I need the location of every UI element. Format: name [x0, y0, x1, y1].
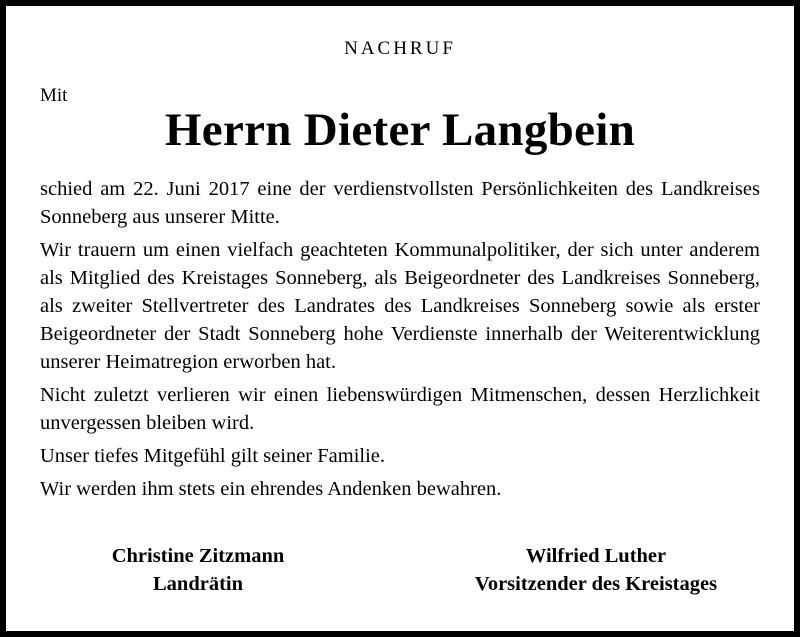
signature-left: [70, 542, 326, 598]
signatory-title: Landrätin: [153, 573, 243, 595]
paragraph-death: schied am 22. Juni 2017 eine der verdienstvollsten Persönlichkeiten des Landkreises Sonneberg aus unserer Mitte.: [40, 178, 760, 228]
signatory-name: Christine Zitzmann: [111, 545, 285, 567]
paragraph-personal: Nicht zuletzt verlieren wir einen liebenswürdigen Mitmenschen, dessen Herzlichkeit unvergessen bleiben wird.: [40, 384, 760, 434]
notice-heading: NACHRUF: [344, 38, 456, 59]
intro-word: Mit: [40, 85, 68, 106]
paragraph-merits: Wir trauern um einen vielfach geachteten Kommunalpolitiker, der sich unter anderem als Mitglied des Kreistages Sonneberg, als Beigeordneter des Landkreises Sonneberg, als zweiter Stellvertreter des Landrates des Landkreises Sonneberg sowie als erster Beigeordneter der Stadt Sonneberg hohe Verdienste innerhalb der Weiterentwicklung unserer Heimatregion erworben hat.: [40, 239, 760, 373]
paragraph-condolence: Unser tiefes Mitgefühl gilt seiner Familie.: [40, 445, 386, 467]
deceased-name: Herrn Dieter Langbein: [164, 104, 636, 156]
signatory-title: Vorsitzender des Kreistages: [474, 573, 718, 595]
notice-body: [40, 175, 760, 508]
signatory-name: Wilfried Luther: [525, 545, 667, 567]
paragraph-remembrance: Wir werden ihm stets ein ehrendes Andenken bewahren.: [40, 478, 502, 500]
signature-right: [440, 542, 752, 598]
